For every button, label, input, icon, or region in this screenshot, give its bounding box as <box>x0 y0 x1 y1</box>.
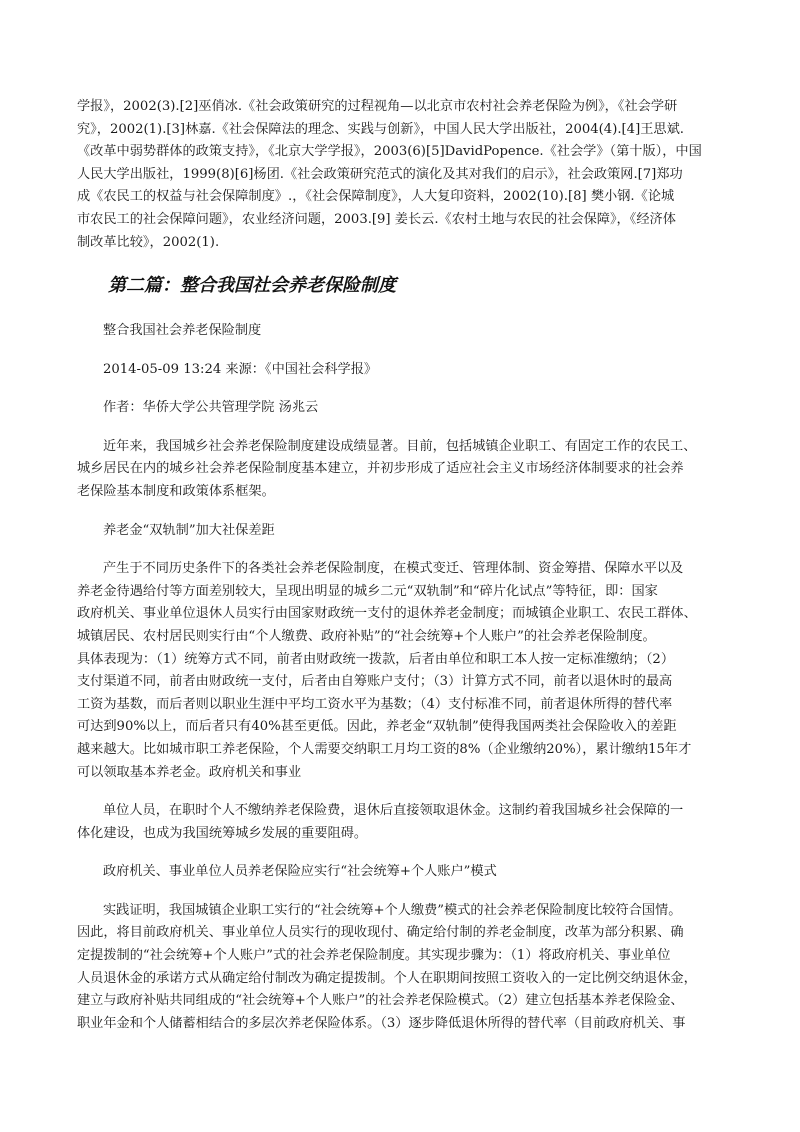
reference-line: 学报》，2002(3).[2]巫俏冰.《社会政策研究的过程视角—以北京市农村社会养老保险为例》，《社会学研 <box>77 99 678 114</box>
paragraph-line: 单位人员，在职时个人不缴纳养老保险费，退休后直接领取退休金。这制约着我国城乡社会保障的一 <box>103 803 684 819</box>
paragraph-line: 产生于不同历史条件下的各类社会养老保险制度，在模式变迁、管理体制、资金筹措、保障水平以及 <box>103 561 684 577</box>
paragraph-intro <box>77 436 727 504</box>
article-dateline <box>77 359 727 382</box>
paragraph-line: 可达到90%以上，而后者只有40%甚至更低。因此，养老金“双轨制”使得我国两类社会保险收入的差距 <box>77 719 677 735</box>
author-text: 作者：华侨大学公共管理学院 汤兆云 <box>103 400 319 416</box>
dateline-text: 2014-05-09 13:24 来源：《中国社会科学报》 <box>103 361 378 377</box>
article-title <box>77 320 727 343</box>
paragraph-line: 人员退休金的承诺方式从确定给付制改为确定提拨制。个人在职期间按照工资收入的一定比例交纳退休金， <box>77 970 697 986</box>
reference-line: 市农民工的社会保障问题》，农业经济问题，2003.[9] 姜长云.《农村土地与农民的社会保障》，《经济体 <box>77 211 676 227</box>
paragraph-line: 政府机关、事业单位退休人员实行由国家财政统一支付的退休养老金制度；而城镇企业职工、农民工群体、 <box>77 606 697 622</box>
paragraph-line: 定提拨制的“社会统筹+个人账户”式的社会养老保险制度。其实现步骤为：（1）将政府机关、事业单位 <box>77 948 671 964</box>
paragraph-line: 城镇居民、农村居民则实行由“个人缴费、政府补贴”的“社会统筹+个人账户”的社会养老保险制度。 <box>77 628 656 644</box>
subheading-text: 养老金“双轨制”加大社保差距 <box>103 522 275 538</box>
reference-line: 人民大学出版社，1999(8)[6]杨团.《社会政策研究范式的演化及其对我们的启示》，社会政策网.[7]郑功 <box>77 166 683 182</box>
reference-line: 成《农民工的权益与社会保障制度》.，《社会保障制度》，人大复印资料，2002(10).[8] 樊小钢.《论城 <box>77 189 675 205</box>
paragraph-line: 老保险基本制度和政策体系框架。 <box>77 483 275 499</box>
reference-line: 究》，2002(1).[3]林嘉.《社会保障法的理念、实践与创新》，中国人民大学出版社，2004(4).[4]王思斌. <box>77 121 684 137</box>
paragraph-line: 养老金待遇给付等方面差别较大，呈现出明显的城乡二元“双轨制”和“碎片化试点”等特征，即：国家 <box>77 583 658 599</box>
section-title: 第二篇：整合我国社会养老保险制度 <box>108 275 396 296</box>
paragraph-line: 支付渠道不同，前者由财政统一支付，后者由自筹账户支付；（3）计算方式不同，前者以退休时的最高 <box>77 674 673 690</box>
article-author <box>77 397 727 420</box>
paragraph-dual-track <box>77 558 727 784</box>
article-body <box>77 320 727 1051</box>
reference-line: 制改革比较》，2002(1). <box>77 234 220 250</box>
article-title-text: 整合我国社会养老保险制度 <box>103 323 262 338</box>
paragraph-line: 实践证明，我国城镇企业职工实行的“社会统筹+个人缴费”模式的社会养老保险制度比较符合国情。 <box>103 902 682 918</box>
paragraph-line: 建立与政府补贴共同组成的“社会统筹+个人账户”的社会养老保险模式。（2）建立包括基本养老保险金、 <box>77 993 684 1009</box>
paragraph-line: 越来越大。比如城市职工养老保险，个人需要交纳职工月均工资的8%（企业缴纳20%），累计缴纳15年才 <box>77 741 692 757</box>
paragraph-line: 职业年金和个人储蓄相结合的多层次养老保险体系。（3）逐步降低退休所得的替代率（目前政府机关、事 <box>77 1015 686 1031</box>
subheading-reform-model <box>77 861 727 884</box>
reference-list <box>77 96 727 254</box>
paragraph-line: 城乡居民在内的城乡社会养老保险制度基本建立，并初步形成了适应社会主义市场经济体制要求的社会养 <box>77 461 684 477</box>
subheading-dual-track <box>77 520 727 543</box>
paragraph-line: 工资为基数，而后者则以职业生涯中平均工资水平为基数；（4）支付标准不同，前者退休所得的替代率 <box>77 696 673 712</box>
paragraph-line: 具体表现为：（1）统筹方式不同，前者由财政统一拨款，后者由单位和职工本人按一定标准缴纳；（2） <box>77 651 675 667</box>
paragraph-line: 近年来，我国城乡社会养老保险制度建设成绩显著。目前，包括城镇企业职工、有固定工作的农民工、 <box>103 438 697 454</box>
subheading-text: 政府机关、事业单位人员养老保险应实行“社会统筹+个人账户”模式 <box>103 864 497 880</box>
paragraph-line: 体化建设，也成为我国统筹城乡发展的重要阻碍。 <box>77 825 368 841</box>
paragraph-public-staff <box>77 800 727 845</box>
paragraph-line: 可以领取基本养老金。政府机关和事业 <box>77 764 302 780</box>
paragraph-line: 因此，将目前政府机关、事业单位人员实行的现收现付、确定给付制的养老金制度，改革为部分积累、确 <box>77 925 684 941</box>
reference-line: 《改革中弱势群体的政策支持》，《北京大学学报》，2003(6)[5]DavidPopence.《社会学》（第十版），中国 <box>77 144 702 160</box>
paragraph-reform <box>77 900 727 1036</box>
